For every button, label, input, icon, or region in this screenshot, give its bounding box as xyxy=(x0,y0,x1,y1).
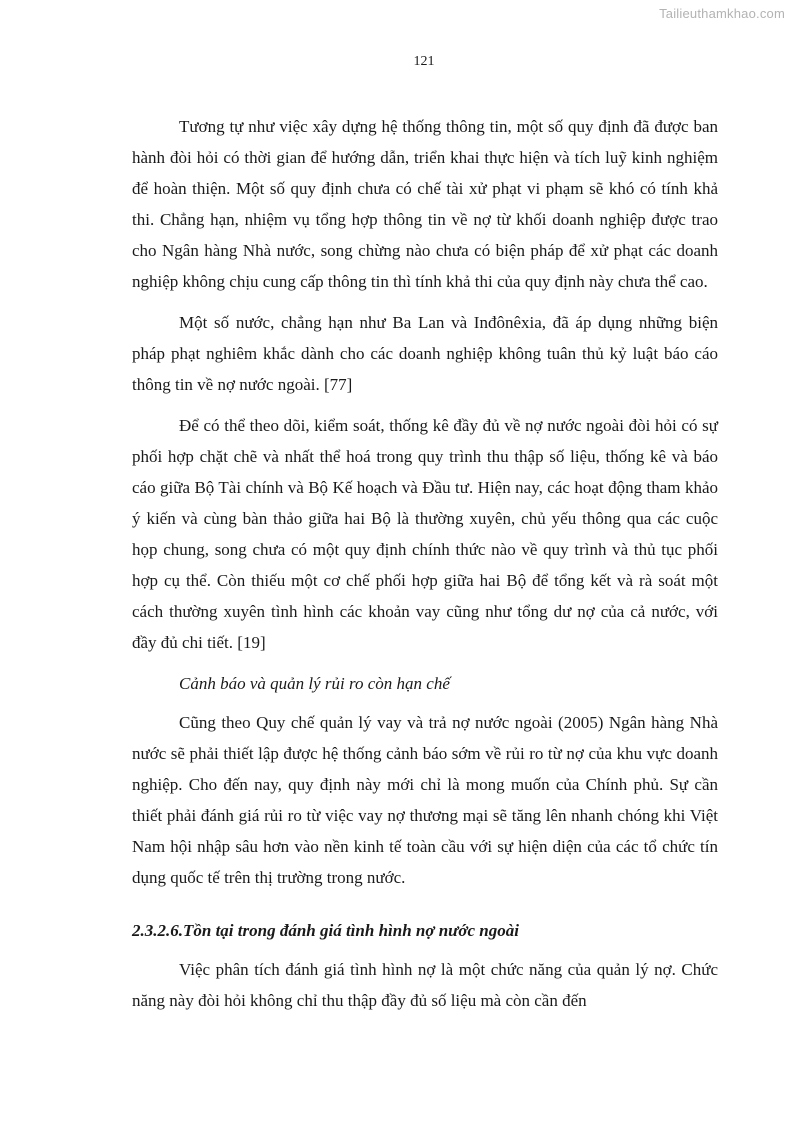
section-heading: 2.3.2.6.Tồn tại trong đánh giá tình hình nợ nước ngoài xyxy=(132,921,519,940)
italic-subheading: Cảnh báo và quản lý rủi ro còn hạn chế xyxy=(179,674,450,693)
paragraph-3: Để có thể theo dõi, kiểm soát, thống kê đầy đủ về nợ nước ngoài đòi hỏi có sự phối hợp chặt chẽ và nhất thể hoá trong quy trình thu thập số liệu, thống kê và báo cáo giữa Bộ Tài chính và Bộ Kế hoạch và Đầu tư. Hiện nay, các hoạt động tham khảo ý kiến và cùng bàn thảo giữa hai Bộ là thường xuyên, chủ yếu thông qua các cuộc họp chung, song chưa có một quy định chính thức nào về quy trình và thủ tục phối hợp cụ thể. Còn thiếu một cơ chế phối hợp giữa hai Bộ để tổng kết và rà soát một cách thường xuyên tình hình các khoản vay cũng như tổng dư nợ của cả nước, với đầy đủ chi tiết. [19] xyxy=(132,416,718,652)
paragraph-4: Cũng theo Quy chế quản lý vay và trả nợ nước ngoài (2005) Ngân hàng Nhà nước sẽ phải thiết lập được hệ thống cảnh báo sớm về rủi ro từ nợ của khu vực doanh nghiệp. Cho đến nay, quy định này mới chỉ là mong muốn của Chính phủ. Sự cần thiết phải đánh giá rủi ro từ việc vay nợ thương mại sẽ tăng lên nhanh chóng khi Việt Nam hội nhập sâu hơn vào nền kinh tế toàn cầu với sự hiện diện của các tổ chức tín dụng quốc tế trên thị trường trong nước. xyxy=(132,713,718,887)
page-number: 121 xyxy=(413,54,435,69)
document-body xyxy=(132,111,718,1026)
watermark: Tailieuthamkhao.com xyxy=(659,6,785,21)
paragraph-1: Tương tự như việc xây dựng hệ thống thông tin, một số quy định đã được ban hành đòi hỏi có thời gian để hướng dẫn, triển khai thực hiện và tích luỹ kinh nghiệm để hoàn thiện. Một số quy định chưa có chế tài xử phạt vi phạm sẽ khó có tính khả thi. Chẳng hạn, nhiệm vụ tổng hợp thông tin về nợ từ khối doanh nghiệp được trao cho Ngân hàng Nhà nước, song chừng nào chưa có biện pháp để xử phạt các doanh nghiệp không chịu cung cấp thông tin thì tính khả thi của quy định này chưa thể cao. xyxy=(132,117,718,291)
paragraph-2: Một số nước, chẳng hạn như Ba Lan và Inđônêxia, đã áp dụng những biện pháp phạt nghiêm khắc dành cho các doanh nghiệp không tuân thủ kỷ luật báo cáo thông tin về nợ nước ngoài. [77] xyxy=(132,313,718,394)
paragraph-5: Việc phân tích đánh giá tình hình nợ là một chức năng của quản lý nợ. Chức năng này đòi hỏi không chỉ thu thập đầy đủ số liệu mà còn cần đến xyxy=(132,960,718,1010)
